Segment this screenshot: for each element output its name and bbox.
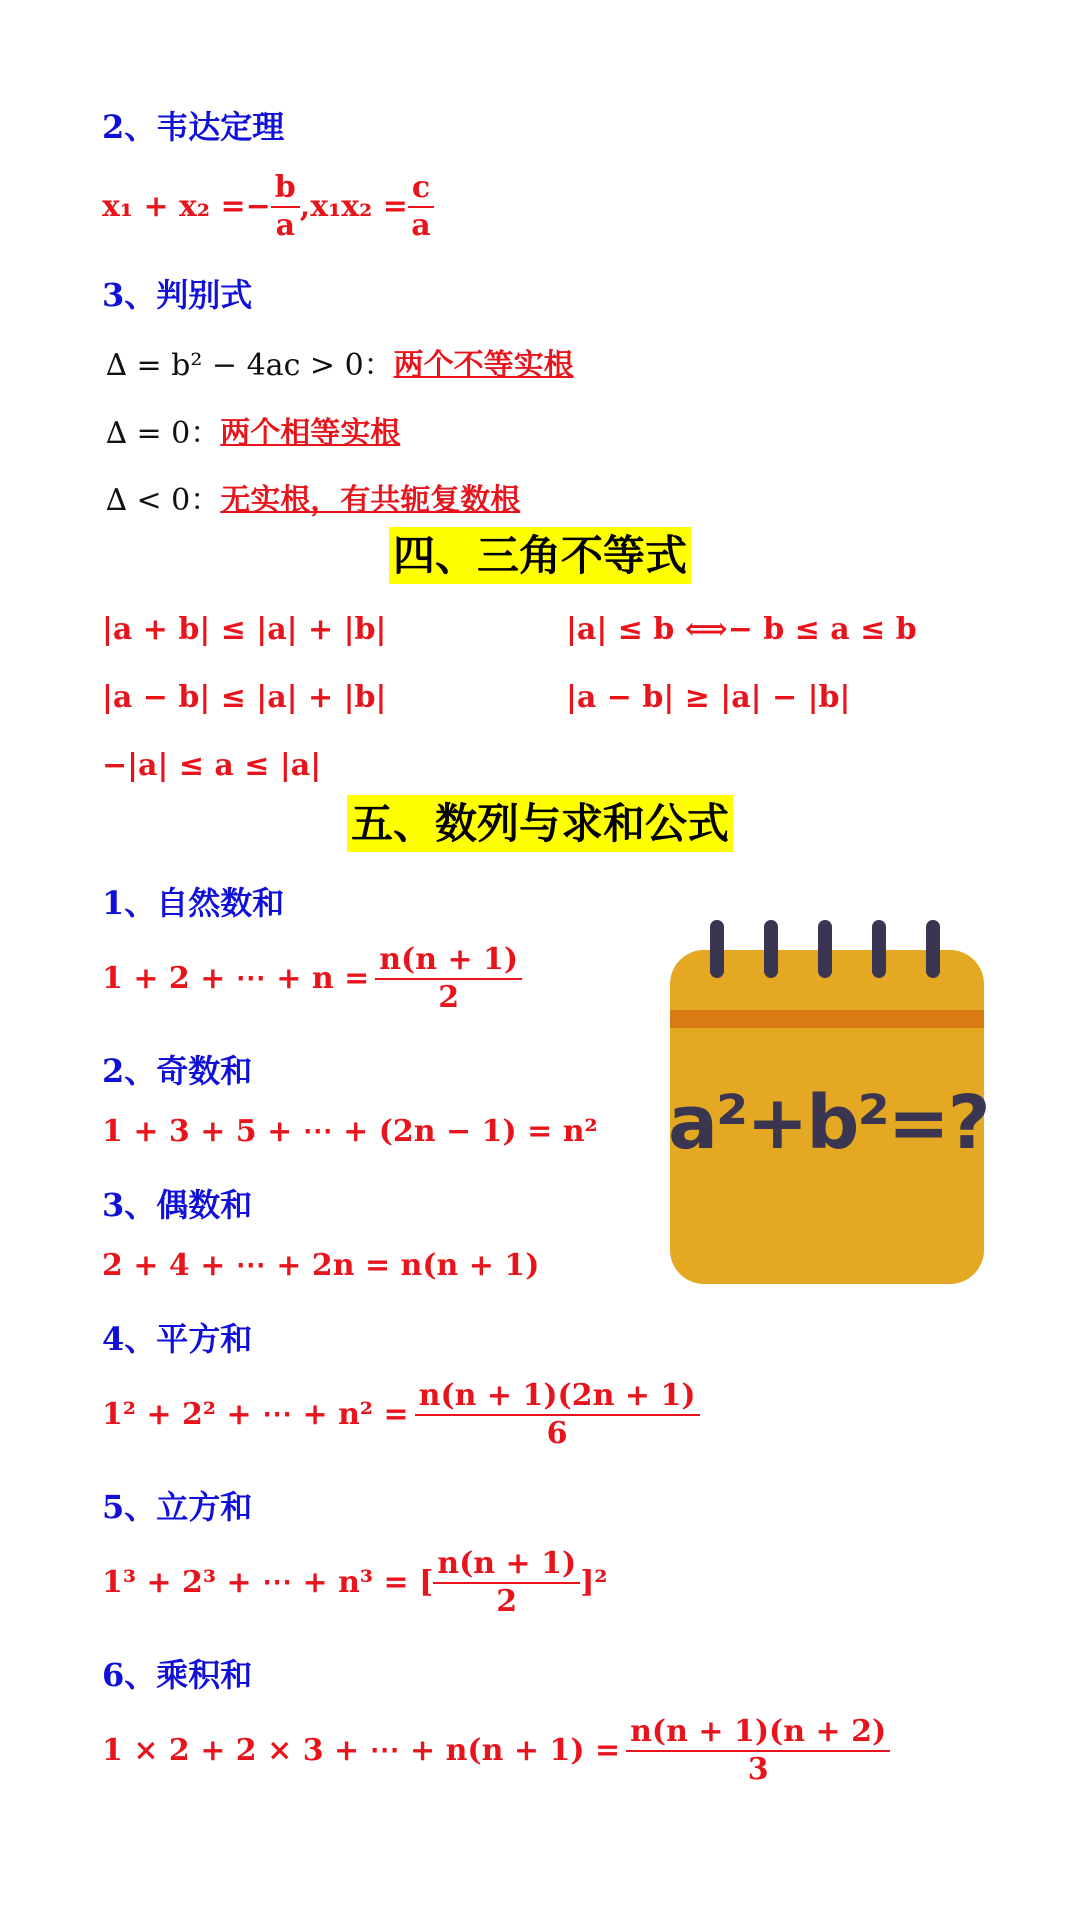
heading-5-wrap bbox=[0, 796, 1080, 852]
vieta-mid: ,x₁x₂ = bbox=[299, 189, 408, 224]
discriminant-note: 两个相等实根 bbox=[220, 416, 401, 451]
inequality-2: |a| ≤ b ⟺− b ≤ a ≤ b bbox=[566, 612, 917, 647]
fraction-denominator: 2 bbox=[496, 1583, 518, 1619]
inequality-4: |a − b| ≥ |a| − |b| bbox=[566, 680, 851, 715]
vieta-fraction-1 bbox=[271, 172, 300, 241]
discriminant-expr: ∆ = 0： bbox=[106, 416, 221, 451]
discriminant-line-1 bbox=[106, 340, 574, 384]
notepad-formula: a²+b²=? bbox=[668, 1080, 989, 1166]
discriminant-line-3 bbox=[106, 475, 520, 519]
discriminant-expr: ∆ = b² − 4ac > 0： bbox=[106, 348, 394, 383]
sum-4-fraction bbox=[415, 1380, 700, 1449]
fraction-numerator: n(n + 1) bbox=[375, 944, 522, 980]
fraction-numerator: n(n + 1)(2n + 1) bbox=[415, 1380, 700, 1416]
sum-5-fraction bbox=[433, 1548, 580, 1617]
discriminant-note: 无实根，有共轭复数根 bbox=[220, 483, 521, 518]
inequality-1: |a + b| ≤ |a| + |b| bbox=[102, 612, 387, 647]
sum-5-title: 5、立方和 bbox=[102, 1488, 253, 1526]
fraction-numerator: c bbox=[408, 172, 434, 208]
sum-1-fraction bbox=[375, 944, 522, 1013]
sum-2-title: 2、奇数和 bbox=[102, 1052, 253, 1090]
sum-3-title: 3、偶数和 bbox=[102, 1186, 253, 1224]
sum-6-title: 6、乘积和 bbox=[102, 1656, 253, 1694]
formula-lhs: 1² + 2² + ⋯ + n² = bbox=[102, 1397, 409, 1432]
section-heading-triangle-inequality: 四、三角不等式 bbox=[389, 527, 691, 584]
fraction-denominator: 2 bbox=[438, 979, 460, 1015]
sum-6-fraction bbox=[626, 1716, 890, 1785]
discriminant-line-2 bbox=[106, 408, 400, 452]
sum-1-formula bbox=[102, 944, 522, 1013]
sum-5-formula bbox=[102, 1548, 608, 1617]
fraction-denominator: a bbox=[275, 207, 296, 243]
sum-4-formula bbox=[102, 1380, 700, 1449]
formula-lhs: 1³ + 2³ + ⋯ + n³ = [ bbox=[102, 1565, 434, 1600]
vieta-title: 2、韦达定理 bbox=[102, 108, 285, 146]
sum-2-formula: 1 + 3 + 5 + ⋯ + (2n − 1) = n² bbox=[102, 1114, 598, 1149]
formula-rhs: ]² bbox=[580, 1565, 608, 1600]
inequality-3: |a − b| ≤ |a| + |b| bbox=[102, 680, 387, 715]
formula-lhs: 1 × 2 + 2 × 3 + ⋯ + n(n + 1) = bbox=[102, 1733, 621, 1768]
fraction-denominator: a bbox=[411, 207, 431, 243]
notepad-illustration bbox=[668, 918, 989, 1286]
discriminant-title: 3、判别式 bbox=[102, 276, 253, 314]
vieta-lhs: x₁ + x₂ =− bbox=[102, 189, 271, 224]
fraction-numerator: n(n + 1)(n + 2) bbox=[626, 1716, 890, 1752]
discriminant-expr: ∆ < 0： bbox=[106, 483, 221, 518]
discriminant-note: 两个不等实根 bbox=[393, 348, 574, 383]
sum-3-formula: 2 + 4 + ⋯ + 2n = n(n + 1) bbox=[102, 1248, 540, 1283]
section-heading-series-sums: 五、数列与求和公式 bbox=[347, 795, 733, 852]
fraction-numerator: n(n + 1) bbox=[433, 1548, 580, 1584]
heading-4-wrap bbox=[0, 528, 1080, 584]
sum-4-title: 4、平方和 bbox=[102, 1320, 253, 1358]
vieta-fraction-2 bbox=[408, 172, 434, 241]
fraction-denominator: 6 bbox=[546, 1415, 568, 1451]
fraction-denominator: 3 bbox=[747, 1751, 769, 1787]
fraction-numerator: b bbox=[271, 172, 300, 208]
sum-6-formula bbox=[102, 1716, 890, 1785]
inequality-5: −|a| ≤ a ≤ |a| bbox=[102, 748, 322, 783]
vieta-formula bbox=[102, 172, 434, 241]
sum-1-title: 1、自然数和 bbox=[102, 884, 285, 922]
formula-lhs: 1 + 2 + ⋯ + n = bbox=[102, 961, 370, 996]
